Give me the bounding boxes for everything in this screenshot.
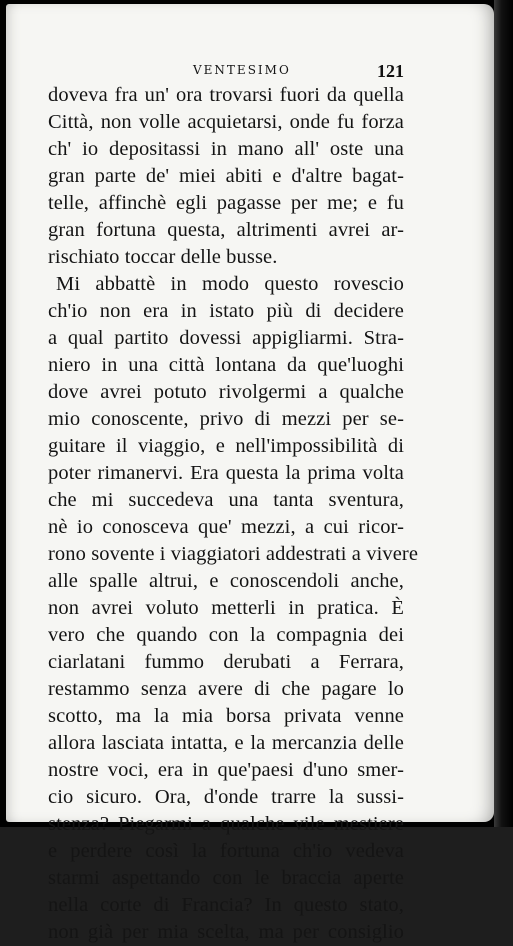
text-line: mio conoscente, privo di mezzi per se- [48,408,404,430]
text-line: e perdere così la fortuna ch'io vedeva [48,840,404,862]
text-line: poter rimanervi. Era questa la prima volta [48,462,404,484]
text-line: doveva fra un' ora trovarsi fuori da quella [48,84,404,106]
text-line: gran fortuna questa, altrimenti avrei ar- [48,219,404,241]
page-number: 121 [377,61,404,81]
text-line: gran parte de' miei abiti e d'altre bagat- [48,165,404,187]
text-line: ciarlatani fummo derubati a Ferrara, [48,651,404,673]
text-line: guitare il viaggio, e nell'impossibilità di [48,435,404,457]
running-title: VENTESIMO [193,63,291,77]
text-line: cio sicuro. Ora, d'onde trarre la sussi- [48,786,404,808]
text-line: nè io conosceva que' mezzi, a cui ricor- [48,516,404,538]
text-line: niero in una città lontana da que'luoghi [48,354,404,376]
text-line: Mi abbattè in modo questo rovescio [56,273,404,295]
text-line: dove avrei potuto rivolgermi a qualche [48,381,404,403]
text-line: alle spalle altrui, e conoscendoli anche, [48,570,404,592]
text-line: a qual partito dovessi appigliarmi. Stra- [48,327,404,349]
body-text [48,82,419,946]
text-line: restammo senza avere di che pagare lo [48,678,404,700]
text-line: rono sovente i viaggiatori addestrati a vivere [48,543,419,565]
text-line: non già per mia scelta, ma per consiglio [48,921,404,943]
text-line: telle, affinchè egli pagasse per me; e fu [48,192,404,214]
text-line: nella corte di Francia? In questo stato, [48,894,404,916]
running-head [48,63,404,81]
text-line: che mi succedeva una tanta sventura, [48,489,404,511]
text-line: stenza? Piegarmi a qualche vile mestiere [48,813,404,835]
text-line: vero che quando con la compagnia dei [48,624,404,646]
text-line: ch'io non era in istato più di decidere [48,300,404,322]
text-line: rischiato toccar delle busse. [48,246,278,268]
text-line: scotto, ma la mia borsa privata venne [48,705,404,727]
text-line: non avrei voluto metterli in pratica. È [48,597,404,619]
text-line: ch' io depositassi in mano all' oste una [48,138,404,160]
text-line: nostre voci, era in que'paesi d'uno smer- [48,759,404,781]
page-edge-shadow [494,0,513,827]
text-line: allora lasciata intatta, e la mercanzia delle [48,732,404,754]
text-line: starmi aspettando con le braccia aperte [48,867,404,889]
text-line: Città, non volle acquietarsi, onde fu forza [48,111,404,133]
